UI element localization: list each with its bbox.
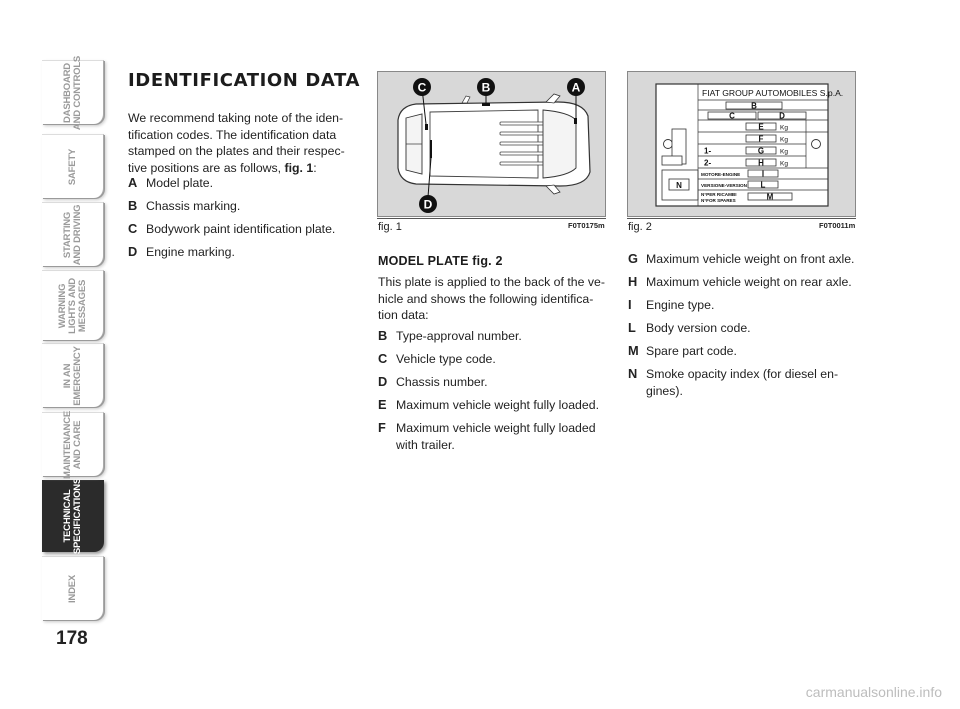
marker-c [413, 78, 431, 96]
list-item: G Maximum vehicle weight on front axle. [628, 251, 855, 266]
tab-safety[interactable]: SAFETY [42, 134, 104, 198]
list-item: B Type-approval number. [378, 328, 522, 343]
svg-text:D: D [423, 197, 433, 212]
list-item: D Chassis number. [378, 374, 488, 389]
svg-text:FIAT GROUP AUTOMOBILES S.p.A.: FIAT GROUP AUTOMOBILES S.p.A. [702, 88, 844, 98]
svg-text:B: B [751, 101, 757, 111]
marker-b [477, 78, 495, 96]
figure-1-code: F0T0175m [568, 221, 605, 230]
model-plate-paragraph: This plate is applied to the back of the ve-hicle and shows the following identifica-tion data: [378, 275, 605, 322]
page-number: 178 [56, 628, 88, 649]
svg-text:F: F [758, 134, 764, 144]
list-item: B Chassis marking. [128, 198, 241, 213]
list-item: L Body version code. [628, 320, 751, 335]
list-item: C Vehicle type code. [378, 351, 496, 366]
list-item: I Engine type. [628, 297, 715, 312]
tab-technical-specifications[interactable]: TECHNICAL SPECIFICATIONS [42, 480, 104, 552]
svg-text:I: I [761, 169, 765, 179]
figure-1-rule [377, 218, 606, 219]
svg-text:N°PER RICAMBI: N°PER RICAMBI [701, 192, 737, 197]
svg-text:G: G [757, 146, 765, 156]
list-item: N Smoke opacity index (for diesel en-gines). [628, 366, 839, 398]
svg-text:VERSIONE-VERSION: VERSIONE-VERSION [701, 183, 747, 188]
figure-2-model-plate [627, 71, 856, 217]
plate-items-right-list [628, 251, 856, 406]
list-item: C Bodywork paint identification plate. [128, 221, 336, 236]
tab-index[interactable]: INDEX [42, 556, 104, 620]
figure-2-caption: fig. 2 [628, 221, 652, 233]
marker-d [419, 195, 437, 213]
svg-text:C: C [417, 80, 427, 95]
tab-dashboard-and-controls[interactable]: DASHBOARD AND CONTROLS [42, 60, 104, 124]
svg-text:B: B [481, 80, 491, 95]
vehicle-top-view-illustration [378, 72, 605, 216]
svg-text:M: M [766, 192, 774, 202]
svg-text:Kg: Kg [780, 148, 788, 156]
tab-maintenance-and-care[interactable]: MAINTENANCE AND CARE [42, 412, 104, 476]
list-item: F Maximum vehicle weight fully loaded with trailer. [378, 420, 596, 452]
intro-paragraph: We recommend taking note of the iden-tification codes. The identification data stamped on the plates and their respec-tive positions are as follows, fig. 1: [128, 111, 345, 175]
svg-text:2-: 2- [704, 158, 712, 168]
svg-text:Kg: Kg [780, 124, 788, 132]
svg-text:D: D [779, 111, 785, 121]
figure-2-code: F0T0011m [819, 221, 856, 230]
intro-list [128, 175, 360, 267]
svg-text:Kg: Kg [780, 136, 788, 144]
fig-reference[interactable]: fig. 1 [284, 160, 314, 175]
svg-text:H: H [758, 158, 764, 168]
marker-a [567, 78, 585, 96]
list-item: M Spare part code. [628, 343, 737, 358]
tab-warning-lights-and-messages[interactable]: WARNING LIGHTS AND MESSAGES [42, 270, 104, 340]
svg-text:N: N [676, 181, 682, 190]
svg-text:E: E [758, 122, 764, 132]
list-item: E Maximum vehicle weight fully loaded. [378, 397, 599, 412]
figure-2-rule [627, 218, 856, 219]
tab-starting-and-driving[interactable]: STARTING AND DRIVING [42, 202, 104, 266]
model-plate-illustration [628, 72, 855, 216]
tab-in-an-emergency[interactable]: IN AN EMERGENCY [42, 343, 104, 407]
list-item: D Engine marking. [128, 244, 235, 259]
svg-text:L: L [760, 180, 766, 190]
svg-text:C: C [729, 111, 735, 121]
list-item: H Maximum vehicle weight on rear axle. [628, 274, 852, 289]
svg-text:A: A [571, 80, 581, 95]
svg-text:Kg: Kg [780, 160, 788, 168]
plate-items-left-list [378, 328, 606, 460]
figure-1-vehicle-top-view [377, 71, 606, 217]
figure-1-caption: fig. 1 [378, 221, 402, 233]
svg-text:N°FOR SPARES: N°FOR SPARES [701, 198, 736, 203]
model-plate-heading: MODEL PLATE fig. 2 [378, 254, 503, 268]
page-title: IDENTIFICATION DATA [128, 70, 361, 91]
svg-text:1-: 1- [704, 146, 712, 156]
list-item: A Model plate. [128, 175, 213, 190]
svg-text:MOTORE-ENGINE: MOTORE-ENGINE [701, 172, 741, 177]
watermark: carmanualsonline.info [805, 684, 942, 700]
